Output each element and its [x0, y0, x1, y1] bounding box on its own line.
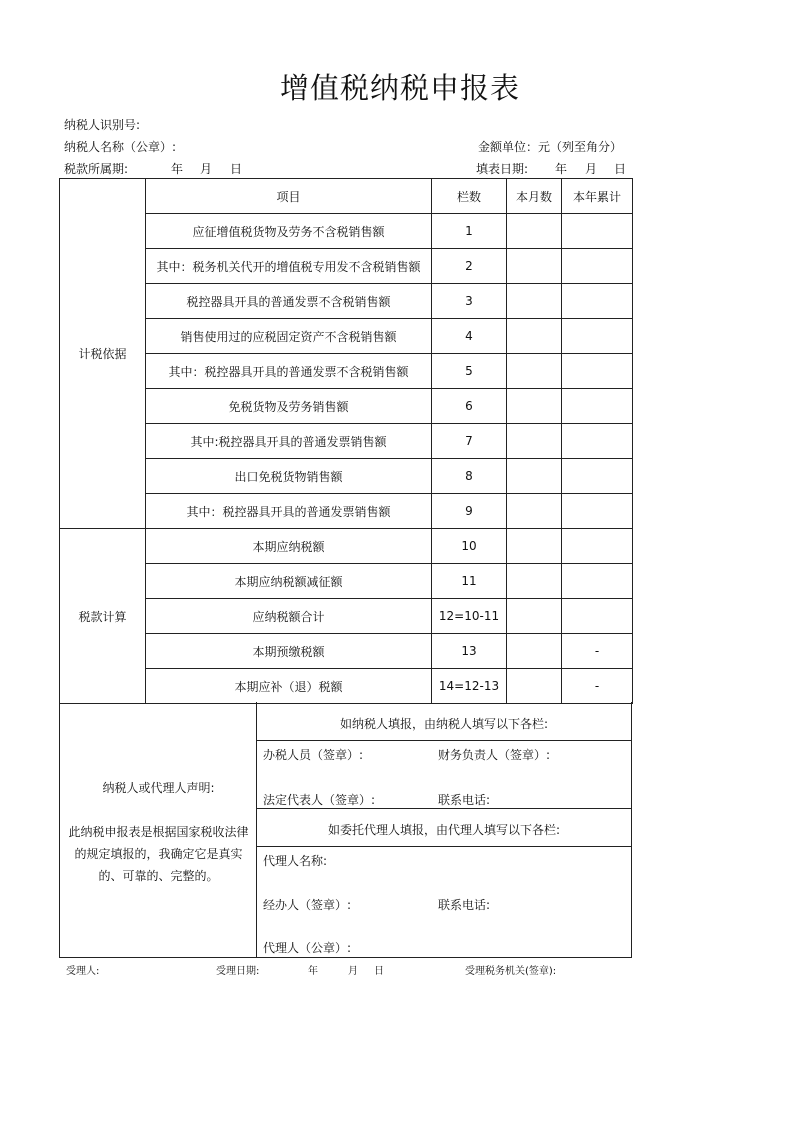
row-item-label: 免税货物及劳务销售额 [146, 389, 432, 424]
row-month-value[interactable] [507, 564, 562, 599]
footer-accept-date: 受理日期: [216, 966, 260, 977]
declaration-table [59, 178, 633, 704]
row-year-value[interactable]: - [562, 634, 633, 669]
row-year-value[interactable] [562, 529, 633, 564]
divider [257, 740, 631, 741]
row-year-value[interactable] [562, 214, 633, 249]
footer-month: 月 [348, 966, 358, 977]
tax-period-label: 税款所属期: [64, 162, 129, 176]
row-month-value[interactable] [507, 634, 562, 669]
declaration-section [59, 702, 632, 958]
handler-signature[interactable]: 办税人员（签章）: [263, 748, 364, 762]
divider [257, 808, 631, 809]
row-line-number: 13 [432, 634, 507, 669]
row-year-value[interactable] [562, 459, 633, 494]
table-header-row [60, 179, 633, 214]
row-month-value[interactable] [507, 669, 562, 704]
row-line-number: 3 [432, 284, 507, 319]
row-year-value[interactable] [562, 319, 633, 354]
row-month-value[interactable] [507, 599, 562, 634]
row-line-number: 9 [432, 494, 507, 529]
row-year-value[interactable] [562, 564, 633, 599]
fill-date-label: 填表日期: [476, 162, 529, 176]
table-row [60, 459, 633, 494]
row-line-number: 5 [432, 354, 507, 389]
row-year-value[interactable] [562, 389, 633, 424]
taxpayer-id-label: 纳税人识别号: [64, 118, 141, 132]
row-month-value[interactable] [507, 389, 562, 424]
row-item-label: 销售使用过的应税固定资产不含税销售额 [146, 319, 432, 354]
row-month-value[interactable] [507, 284, 562, 319]
col-header-month: 本月数 [507, 179, 562, 214]
row-item-label: 本期预缴税额 [146, 634, 432, 669]
row-item-label: 应纳税额合计 [146, 599, 432, 634]
row-item-label: 本期应纳税额减征额 [146, 564, 432, 599]
row-line-number: 6 [432, 389, 507, 424]
amount-unit-label: 金额单位：元（列至角分） [478, 140, 623, 154]
row-year-value[interactable] [562, 249, 633, 284]
row-line-number: 10 [432, 529, 507, 564]
footer-year: 年 [308, 966, 318, 977]
tax-period-year: 年 [171, 162, 184, 176]
page-title: 增值税纳税申报表 [279, 71, 520, 105]
row-line-number: 8 [432, 459, 507, 494]
col-header-line: 栏数 [432, 179, 507, 214]
table-row [60, 669, 633, 704]
row-line-number: 2 [432, 249, 507, 284]
row-item-label: 其中：税控器具开具的普通发票不含税销售额 [146, 354, 432, 389]
table-row [60, 564, 633, 599]
table-row [60, 284, 633, 319]
row-year-value[interactable] [562, 284, 633, 319]
row-month-value[interactable] [507, 424, 562, 459]
row-line-number: 12=10-11 [432, 599, 507, 634]
table-row [60, 599, 633, 634]
footer-tax-office: 受理税务机关(签章): [465, 966, 557, 977]
row-year-value[interactable]: - [562, 669, 633, 704]
tax-period-day: 日 [230, 162, 243, 176]
declaration-heading: 纳税人或代理人声明: [102, 781, 215, 795]
row-item-label: 应征增值税货物及劳务不含税销售额 [146, 214, 432, 249]
row-month-value[interactable] [507, 249, 562, 284]
row-year-value[interactable] [562, 354, 633, 389]
table-row [60, 529, 633, 564]
row-item-label: 本期应纳税额 [146, 529, 432, 564]
row-item-label: 税控器具开具的普通发票不含税销售额 [146, 284, 432, 319]
finance-head-signature[interactable]: 财务负责人（签章）: [438, 748, 551, 762]
declaration-body: 此纳税申报表是根据国家税收法律的规定填报的，我确定它是真实的、可靠的、完整的。 [68, 825, 249, 883]
row-item-label: 其中：税控器具开具的普通发票销售额 [146, 494, 432, 529]
row-line-number: 11 [432, 564, 507, 599]
row-year-value[interactable] [562, 494, 633, 529]
divider [257, 846, 631, 847]
fill-date-day: 日 [614, 162, 627, 176]
table-row [60, 354, 633, 389]
section-tax-calculation: 税款计算 [60, 529, 146, 704]
section-tax-basis: 计税依据 [60, 179, 146, 529]
table-row [60, 424, 633, 459]
agent-fill-note: 如委托代理人填报，由代理人填写以下各栏: [327, 823, 561, 837]
row-item-label: 其中:税控器具开具的普通发票销售额 [146, 424, 432, 459]
table-row [60, 249, 633, 284]
row-item-label: 本期应补（退）税额 [146, 669, 432, 704]
tax-period-month: 月 [200, 162, 213, 176]
table-row [60, 319, 633, 354]
agent-phone-field[interactable]: 联系电话: [438, 898, 491, 912]
legal-rep-signature[interactable]: 法定代表人（签章）: [263, 793, 376, 807]
row-line-number: 14=12-13 [432, 669, 507, 704]
taxpayer-phone-field[interactable]: 联系电话: [438, 793, 491, 807]
row-item-label: 出口免税货物销售额 [146, 459, 432, 494]
row-month-value[interactable] [507, 494, 562, 529]
operator-signature[interactable]: 经办人（签章）: [263, 898, 352, 912]
table-row [60, 494, 633, 529]
fill-date-month: 月 [585, 162, 598, 176]
taxpayer-fill-note: 如纳税人填报，由纳税人填写以下各栏: [339, 717, 549, 731]
agent-name-field[interactable]: 代理人名称: [263, 854, 328, 868]
col-header-item: 项目 [146, 179, 432, 214]
col-header-year: 本年累计 [562, 179, 633, 214]
agent-seal-field[interactable]: 代理人（公章）: [263, 941, 352, 955]
footer-day: 日 [374, 966, 384, 977]
fill-date-year: 年 [555, 162, 568, 176]
row-item-label: 其中：税务机关代开的增值税专用发不含税销售额 [146, 249, 432, 284]
row-year-value[interactable] [562, 599, 633, 634]
row-year-value[interactable] [562, 424, 633, 459]
declaration-statement [60, 702, 257, 957]
footer-receiver: 受理人: [66, 966, 100, 977]
table-row [60, 214, 633, 249]
row-line-number: 7 [432, 424, 507, 459]
row-line-number: 4 [432, 319, 507, 354]
table-row [60, 389, 633, 424]
row-month-value[interactable] [507, 529, 562, 564]
row-month-value[interactable] [507, 459, 562, 494]
row-month-value[interactable] [507, 214, 562, 249]
row-month-value[interactable] [507, 354, 562, 389]
signature-area [257, 702, 631, 957]
row-line-number: 1 [432, 214, 507, 249]
taxpayer-name-label: 纳税人名称（公章）: [64, 140, 177, 154]
table-row [60, 634, 633, 669]
row-month-value[interactable] [507, 319, 562, 354]
